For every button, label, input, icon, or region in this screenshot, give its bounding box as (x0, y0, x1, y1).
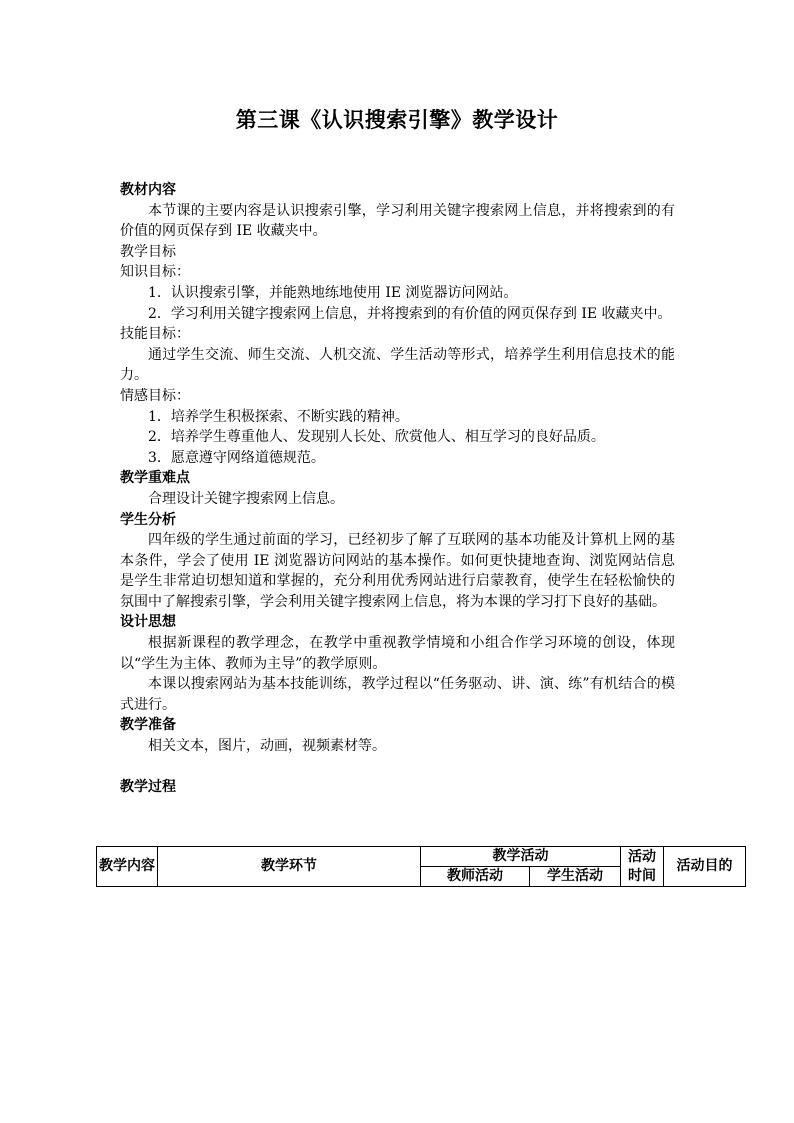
header-teacher-activity: 教师活动 (421, 867, 530, 887)
preparation-text: 相关文本，图片，动画，视频素材等。 (148, 738, 386, 755)
emotion-goal-label: 情感目标： (120, 387, 190, 404)
heading-design-idea: 设计思想 (120, 614, 176, 631)
student-analysis-text: 四年级的学生通过前面的学习，已经初步了解了互联网的基本功能及计算机上网的基本条件，学会了使用 IE 浏览器访问网站的基本操作。如何更快捷地查询、浏览网站信息是学生非常迫切想知道和掌握的，充分利用优秀网站进行启蒙教育，使学生在轻松愉快的氛围中了解搜索引擎，学会利用关键字搜索网上信息，将为本课的学习打下良好的基础。 (120, 532, 675, 610)
design-idea-paragraph: 本课以搜索网站为基本技能训练，教学过程以“任务驱动、讲、演、练”有机结合的模式进行。 (120, 676, 675, 713)
material-text: 本节课的主要内容是认识搜索引擎，学习利用关键字搜索网上信息，并将搜索到的有价值的网页保存到 IE 收藏夹中。 (120, 202, 675, 240)
emotion-goal-item: 3．愿意遵守网络道德规范。 (148, 449, 325, 466)
knowledge-goal-item: 1．认识搜索引擎，并能熟地练地使用 IE 浏览器访问网站。 (148, 284, 518, 301)
heading-preparation: 教学准备 (120, 717, 176, 734)
header-activity-purpose: 活动目的 (664, 847, 746, 887)
heading-key-points: 教学重难点 (120, 470, 190, 487)
header-teaching-activity: 教学活动 (421, 847, 621, 867)
header-teaching-content: 教学内容 (97, 847, 158, 887)
knowledge-goal-item: 2．学习利用关键字搜索网上信息，并将搜索到的有价值的网页保存到 IE 收藏夹中。 (148, 305, 672, 322)
emotion-goal-item: 1．培养学生积极探索、不断实践的精神。 (148, 408, 409, 425)
heading-process: 教学过程 (120, 778, 176, 795)
knowledge-goal-label: 知识目标： (120, 264, 190, 281)
header-student-activity: 学生活动 (530, 867, 621, 887)
heading-student-analysis: 学生分析 (120, 511, 176, 528)
skill-goal-label: 技能目标： (120, 326, 190, 343)
emotion-goal-item: 2．培养学生尊重他人、发现别人长处、欣赏他人、相互学习的良好品质。 (148, 429, 605, 446)
heading-material: 教材内容 (120, 182, 176, 198)
skill-goal-text: 通过学生交流、师生交流、人机交流、学生活动等形式，培养学生利用信息技术的能力。 (120, 346, 675, 384)
key-points-text: 合理设计关键字搜索网上信息。 (148, 490, 344, 507)
process-table (96, 846, 746, 887)
header-activity-time: 活动时间 (621, 847, 664, 887)
heading-goals: 教学目标 (120, 243, 176, 260)
document-body (120, 180, 675, 797)
document-title: 第三课《认识搜索引擎》教学设计 (235, 107, 559, 132)
design-idea-paragraph: 根据新课程的教学理念，在教学中重视教学情境和小组合作学习环境的创设，体现以“学生为主体、教师为主导”的教学原则。 (120, 635, 675, 672)
header-teaching-step: 教学环节 (158, 847, 421, 887)
